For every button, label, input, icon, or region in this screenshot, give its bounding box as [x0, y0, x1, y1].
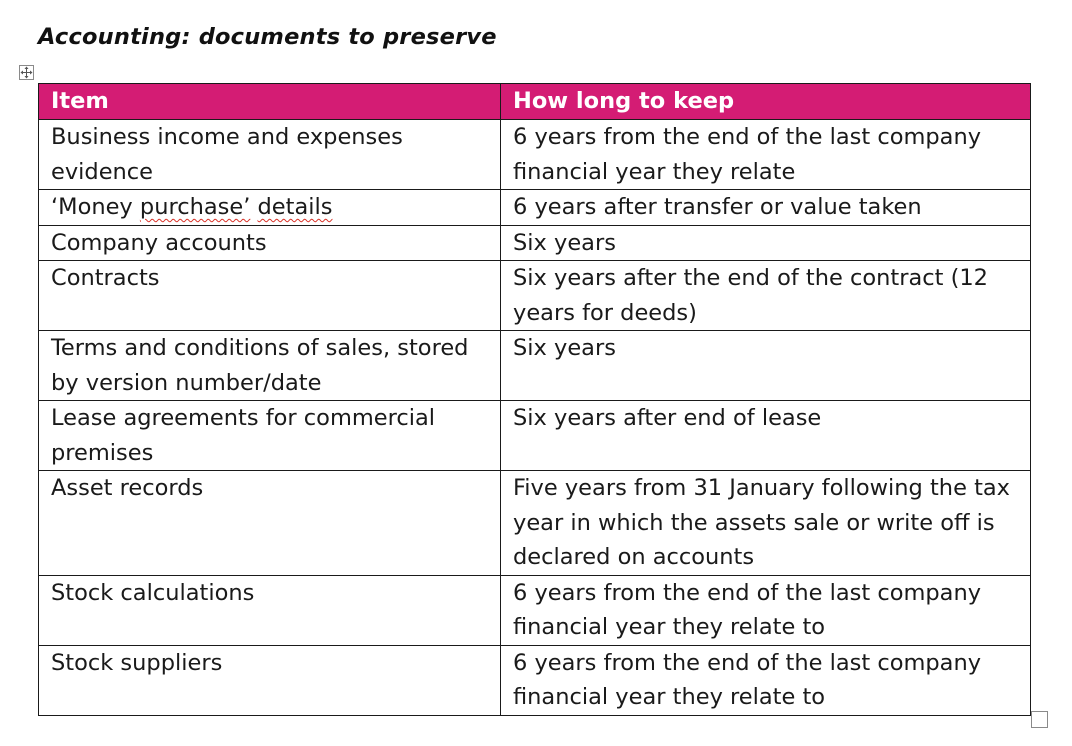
- table-row: [39, 331, 1031, 401]
- retention-table: [38, 83, 1031, 716]
- cell-item[interactable]: Stock suppliers: [39, 645, 501, 715]
- table-row: [39, 645, 1031, 715]
- table-row: [39, 120, 1031, 190]
- cell-keep[interactable]: Six years after the end of the contract (12 years for deeds): [501, 261, 1031, 331]
- item-text-space: [250, 194, 257, 220]
- header-how-long[interactable]: How long to keep: [501, 84, 1031, 120]
- cell-item[interactable]: Contracts: [39, 261, 501, 331]
- cell-keep[interactable]: Six years: [501, 225, 1031, 261]
- cell-item[interactable]: Business income and expenses evidence: [39, 120, 501, 190]
- cell-item[interactable]: Company accounts: [39, 225, 501, 261]
- cell-item[interactable]: Stock calculations: [39, 575, 501, 645]
- cell-keep[interactable]: 6 years from the end of the last company financial year they relate to: [501, 575, 1031, 645]
- table-row: [39, 471, 1031, 576]
- table-row: [39, 190, 1031, 226]
- cell-item[interactable]: Terms and conditions of sales, stored by version number/date: [39, 331, 501, 401]
- spellcheck-flagged-word[interactable]: purchase’: [139, 194, 251, 220]
- cell-item[interactable]: Lease agreements for commercial premises: [39, 401, 501, 471]
- table-row: [39, 225, 1031, 261]
- table-move-handle-icon[interactable]: [19, 65, 34, 80]
- table-header-row: [39, 84, 1031, 120]
- four-way-arrow-icon: [20, 66, 33, 79]
- table-row: [39, 401, 1031, 471]
- cell-item[interactable]: [39, 190, 501, 226]
- cell-keep[interactable]: Six years: [501, 331, 1031, 401]
- item-text-prefix: ‘Money: [51, 194, 140, 220]
- cell-item[interactable]: Asset records: [39, 471, 501, 576]
- spellcheck-flagged-word[interactable]: details: [257, 194, 333, 220]
- cell-keep[interactable]: 6 years from the end of the last company financial year they relate: [501, 120, 1031, 190]
- table-resize-handle-icon[interactable]: [1031, 711, 1048, 728]
- cell-keep[interactable]: Six years after end of lease: [501, 401, 1031, 471]
- cell-keep[interactable]: 6 years from the end of the last company financial year they relate to: [501, 645, 1031, 715]
- header-item[interactable]: Item: [39, 84, 501, 120]
- table-row: [39, 575, 1031, 645]
- cell-keep[interactable]: Five years from 31 January following the tax year in which the assets sale or write off is declared on accounts: [501, 471, 1031, 576]
- cell-keep[interactable]: 6 years after transfer or value taken: [501, 190, 1031, 226]
- document-heading: Accounting: documents to preserve: [38, 24, 497, 50]
- table-row: [39, 261, 1031, 331]
